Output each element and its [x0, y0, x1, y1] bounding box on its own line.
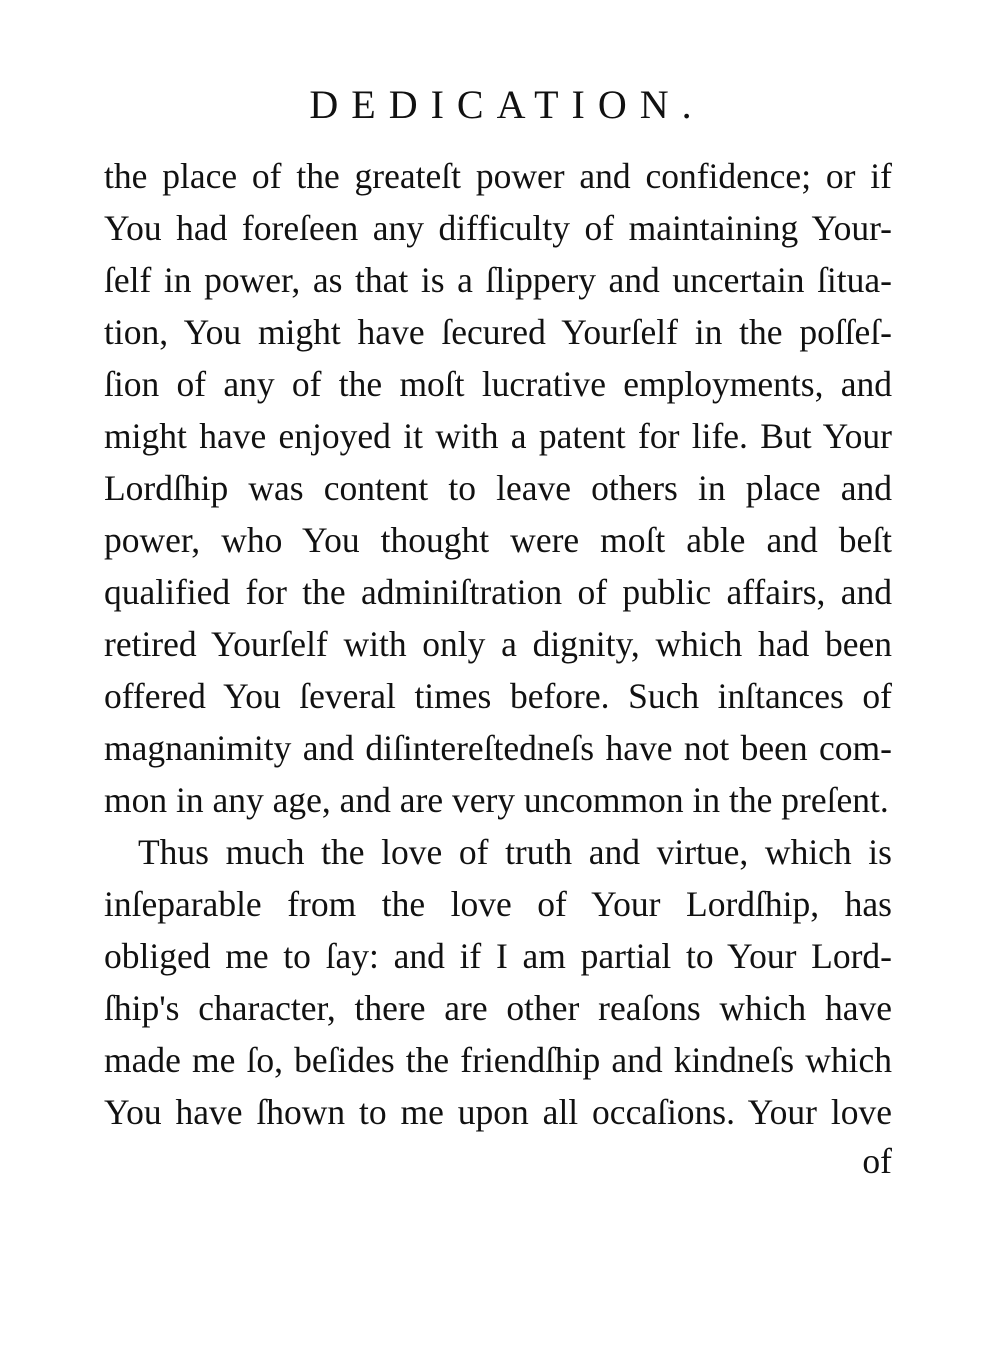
text-line: magnanimity and diſintereſtedneſs have not been com-: [104, 728, 892, 768]
text-line: the place of the greateſt power and confidence; or if: [104, 156, 892, 196]
text-line: You had foreſeen any difficulty of maintaining Your-: [104, 208, 892, 248]
page-heading: DEDICATION.: [309, 82, 705, 127]
text-line: power, who You thought were moſt able and beſt: [104, 520, 892, 560]
text-line: made me ſo, beſides the friendſhip and kindneſs which: [104, 1040, 892, 1080]
body-text: [104, 150, 892, 1138]
text-line: retired Yourſelf with only a dignity, which had been: [104, 624, 892, 664]
catchword: of: [862, 1141, 892, 1181]
text-line: offered You ſeveral times before. Such inſtances of: [104, 676, 892, 716]
text-line: inſeparable from the love of Your Lordſhip, has: [104, 884, 892, 924]
text-line: ſhip's character, there are other reaſons which have: [104, 988, 892, 1028]
text-line: might have enjoyed it with a patent for life. But Your: [104, 416, 892, 456]
text-line: ſion of any of the moſt lucrative employments, and: [104, 364, 892, 404]
text-line: obliged me to ſay: and if I am partial to Your Lord-: [104, 936, 892, 976]
text-line: ſelf in power, as that is a ſlippery and uncertain ſitua-: [104, 260, 892, 300]
paragraph-start-line: Thus much the love of truth and virtue, which is: [138, 832, 892, 872]
text-line: mon in any age, and are very uncommon in the preſent.: [104, 780, 889, 820]
text-line: tion, You might have ſecured Yourſelf in the poſſeſ-: [104, 312, 892, 352]
text-line: Lordſhip was content to leave others in place and: [104, 468, 892, 508]
text-line: qualified for the adminiſtration of public affairs, and: [104, 572, 892, 612]
text-line: You have ſhown to me upon all occaſions. Your love: [104, 1092, 892, 1132]
